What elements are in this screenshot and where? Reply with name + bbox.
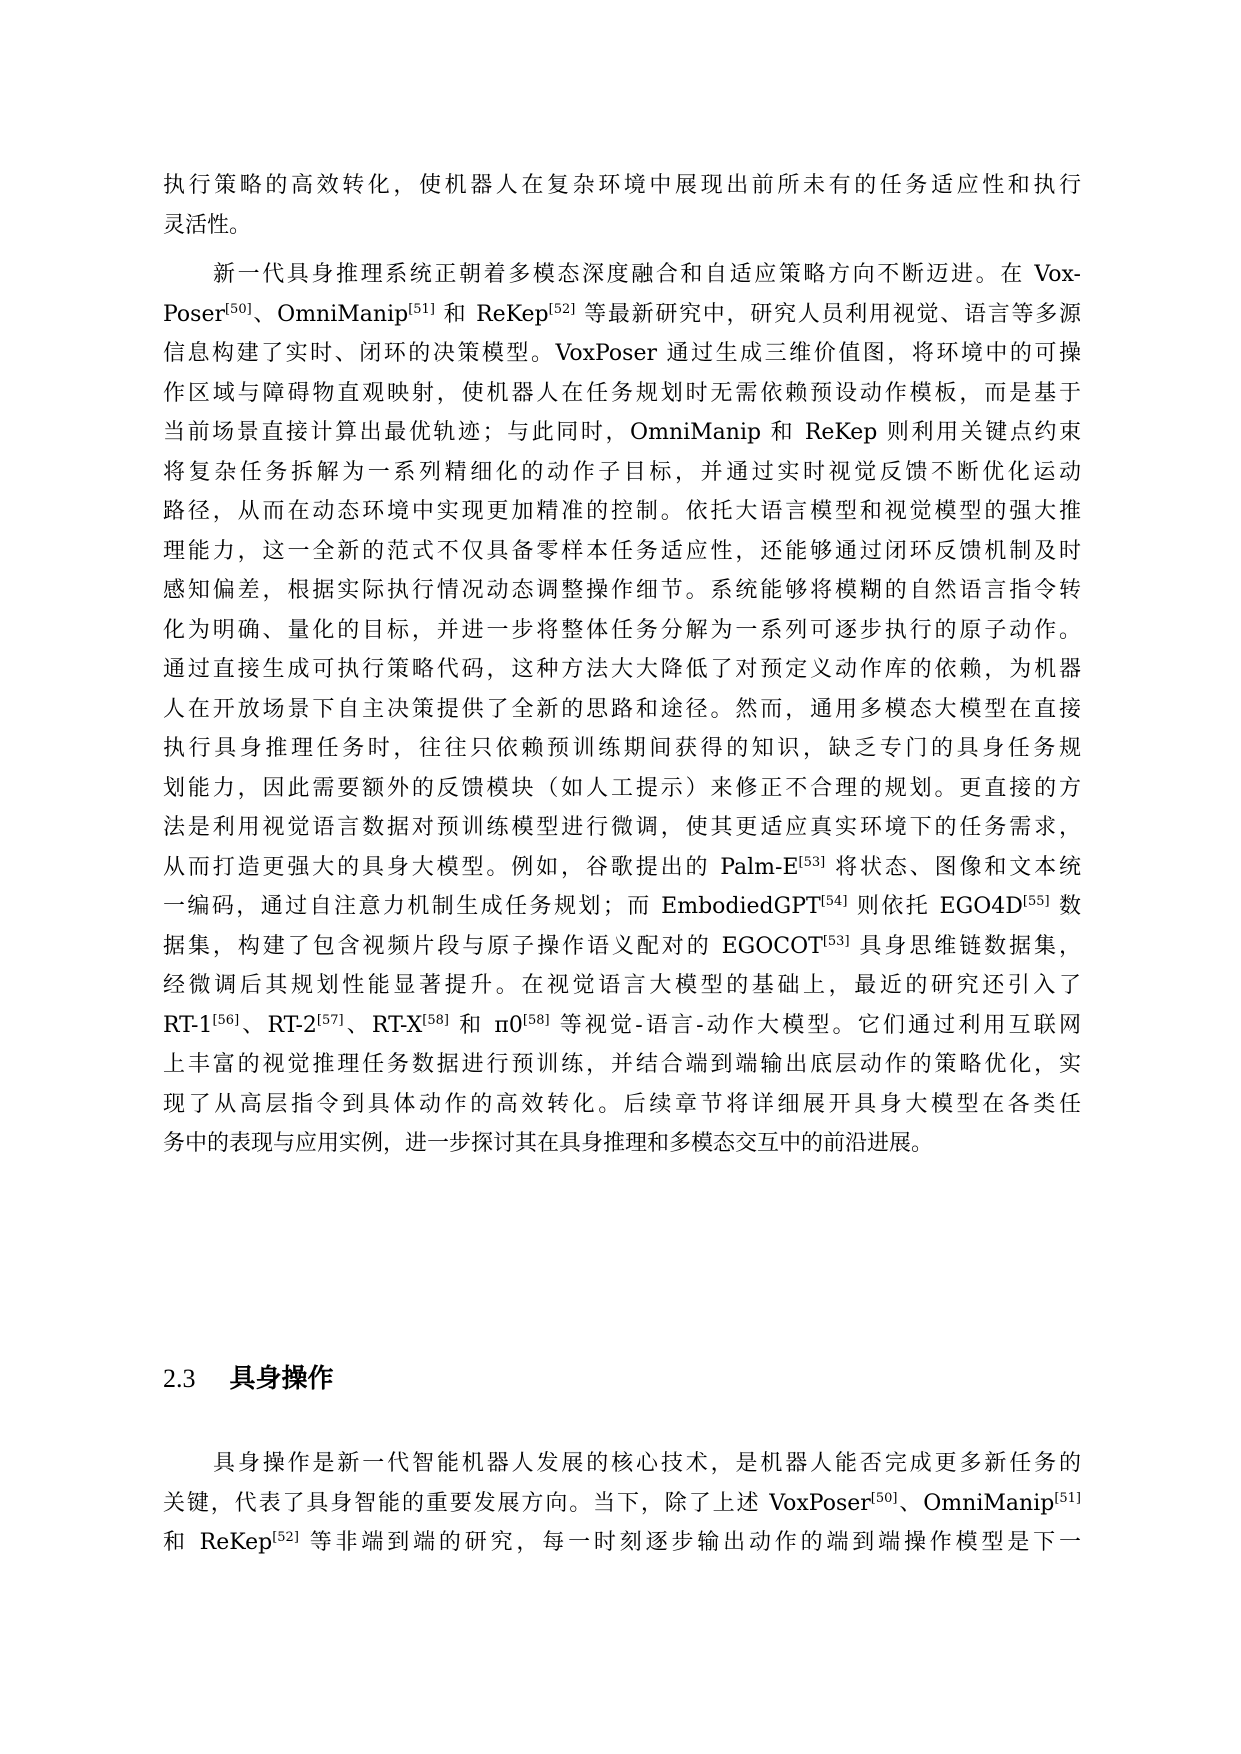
citation-ref: [53] — [798, 854, 826, 870]
text-segment: RT-1 — [163, 1012, 213, 1038]
text-line — [163, 571, 1081, 611]
text-segment: 等视觉-语言-动作大模型。它们通过利用互联网 — [549, 1012, 1081, 1038]
citation-ref: [50] — [870, 1490, 898, 1506]
text-line — [163, 1124, 1081, 1164]
text-line — [163, 848, 1081, 888]
text-line — [163, 1045, 1081, 1085]
text-line — [163, 255, 1081, 295]
text-line — [163, 1085, 1081, 1125]
text-line — [163, 492, 1081, 532]
text-line — [163, 1006, 1081, 1046]
text-segment: 理能力，这一全新的范式不仅具备零样本任务适应性，还能够通过闭环反馈机制及时 — [163, 538, 1081, 564]
text-line — [163, 1444, 1081, 1484]
text-line — [163, 690, 1081, 730]
citation-ref: [58] — [522, 1012, 550, 1028]
citation-ref: [52] — [272, 1530, 299, 1545]
text-segment: 作区域与障碍物直观映射，使机器人在任务规划时无需依赖预设动作模板，而是基于 — [163, 380, 1081, 406]
text-line — [163, 413, 1081, 453]
text-line — [163, 295, 1081, 335]
section-heading — [163, 1358, 334, 1395]
text-line — [163, 769, 1081, 809]
text-line: 执行策略的高效转化，使机器人在复杂环境中展现出前所未有的任务适应性和执行 — [163, 173, 1081, 198]
text-line — [163, 1523, 1081, 1563]
text-segment: 则依托 EGO4D — [847, 894, 1023, 919]
text-line — [163, 927, 1081, 967]
text-segment: 化为明确、量化的目标，并进一步将整体任务分解为一系列可逐步执行的原子动作。 — [163, 617, 1081, 643]
citation-ref: [58] — [422, 1012, 449, 1028]
text-segment: 从而打造更强大的具身大模型。例如，谷歌提出的 Palm-E — [163, 854, 799, 880]
text-segment: 具身操作是新一代智能机器人发展的核心技术，是机器人能否完成更多新任务的 — [213, 1451, 1081, 1476]
text-segment: 感知偏差，根据实际执行情况动态调整操作细节。系统能够将模糊的自然语言指令转 — [163, 578, 1081, 603]
text-segment: 人在开放场景下自主决策提供了全新的思路和途径。然而，通用多模态大模型在直接 — [163, 696, 1081, 722]
text-segment: 一编码，通过自注意力机制生成任务规划；而 EmbodiedGPT — [163, 894, 821, 919]
text-line — [163, 374, 1081, 414]
citation-ref: [55] — [1022, 894, 1050, 909]
text-segment: 将状态、图像和文本统 — [825, 854, 1081, 880]
text-line — [163, 808, 1081, 848]
text-line: 灵活性。 — [163, 212, 252, 238]
section-number: 2.3 — [163, 1364, 196, 1393]
text-line — [163, 966, 1081, 1006]
text-segment: 路径，从而在动态环境中实现更加精准的控制。依托大语言模型和视觉模型的强大推 — [163, 499, 1081, 524]
citation-ref: [56] — [212, 1012, 240, 1028]
text-segment: 、RT-2 — [239, 1012, 317, 1038]
text-segment: 和 ReKep — [434, 301, 549, 327]
text-segment: 、OmniManip — [251, 301, 409, 327]
text-segment: 务中的表现与应用实例，进一步探讨其在具身推理和多模态交互中的前沿进展。 — [163, 1131, 934, 1156]
citation-ref: [53] — [822, 933, 850, 949]
text-segment: 具身思维链数据集， — [849, 933, 1081, 959]
text-segment: 现了从高层指令到具体动作的高效转化。后续章节将详细展开具身大模型在各类任 — [163, 1091, 1081, 1117]
text-line — [163, 453, 1081, 493]
text-segment: 、RT-X — [343, 1012, 423, 1038]
text-line — [163, 887, 1081, 927]
citation-ref: [54] — [820, 894, 848, 909]
paragraph-continuation — [163, 166, 1081, 245]
text-segment: Poser — [163, 301, 225, 327]
text-segment: 和 π0 — [448, 1012, 523, 1038]
text-segment: 等非端到端的研究，每一时刻逐步输出动作的端到端操作模型是下一 — [298, 1530, 1081, 1555]
text-segment: 法是利用视觉语言数据对预训练模型进行微调，使其更适应真实环境下的任务需求， — [163, 815, 1081, 840]
citation-ref: [50] — [224, 301, 252, 317]
text-segment: 将复杂任务拆解为一系列精细化的动作子目标，并通过实时视觉反馈不断优化运动 — [163, 459, 1081, 485]
text-segment: 和 ReKep — [163, 1530, 273, 1555]
citation-ref: [51] — [1054, 1490, 1081, 1506]
text-line — [163, 334, 1081, 374]
citation-ref: [51] — [408, 301, 435, 317]
text-line — [163, 1484, 1081, 1524]
citation-ref: [52] — [548, 301, 576, 317]
section-title: 具身操作 — [229, 1364, 334, 1394]
text-line — [163, 729, 1081, 769]
text-segment: 新一代具身推理系统正朝着多模态深度融合和自适应策略方向不断迈进。在 Vox- — [213, 262, 1081, 287]
text-segment: 、OmniManip — [897, 1490, 1055, 1516]
text-segment: 经微调后其规划性能显著提升。在视觉语言大模型的基础上，最近的研究还引入了 — [163, 973, 1081, 998]
text-segment: 信息构建了实时、闭环的决策模型。VoxPoser 通过生成三维价值图，将环境中的可操 — [163, 341, 1081, 366]
text-segment: 划能力，因此需要额外的反馈模块（如人工提示）来修正不合理的规划。更直接的方 — [163, 775, 1081, 801]
text-segment: 据集，构建了包含视频片段与原子操作语义配对的 EGOCOT — [163, 933, 823, 959]
paragraph-embodied-reasoning — [163, 255, 1081, 1164]
text-segment: 等最新研究中，研究人员利用视觉、语言等多源 — [575, 301, 1081, 327]
text-line — [163, 532, 1081, 572]
text-segment: 数 — [1049, 894, 1081, 919]
paragraph-embodied-manipulation — [163, 1444, 1081, 1563]
text-line — [163, 650, 1081, 690]
text-segment: 执行具身推理任务时，往往只依赖预训练期间获得的知识，缺乏专门的具身任务规 — [163, 736, 1081, 761]
text-segment: 关键，代表了具身智能的重要发展方向。当下，除了上述 VoxPoser — [163, 1490, 871, 1516]
text-segment: 通过直接生成可执行策略代码，这种方法大大降低了对预定义动作库的依赖，为机器 — [163, 657, 1081, 682]
citation-ref: [57] — [316, 1012, 344, 1028]
text-segment: 当前场景直接计算出最优轨迹；与此同时，OmniManip 和 ReKep 则利用关键点约束 — [163, 420, 1081, 445]
text-line — [163, 611, 1081, 651]
text-segment: 上丰富的视觉推理任务数据进行预训练，并结合端到端输出底层动作的策略优化，实 — [163, 1052, 1081, 1077]
